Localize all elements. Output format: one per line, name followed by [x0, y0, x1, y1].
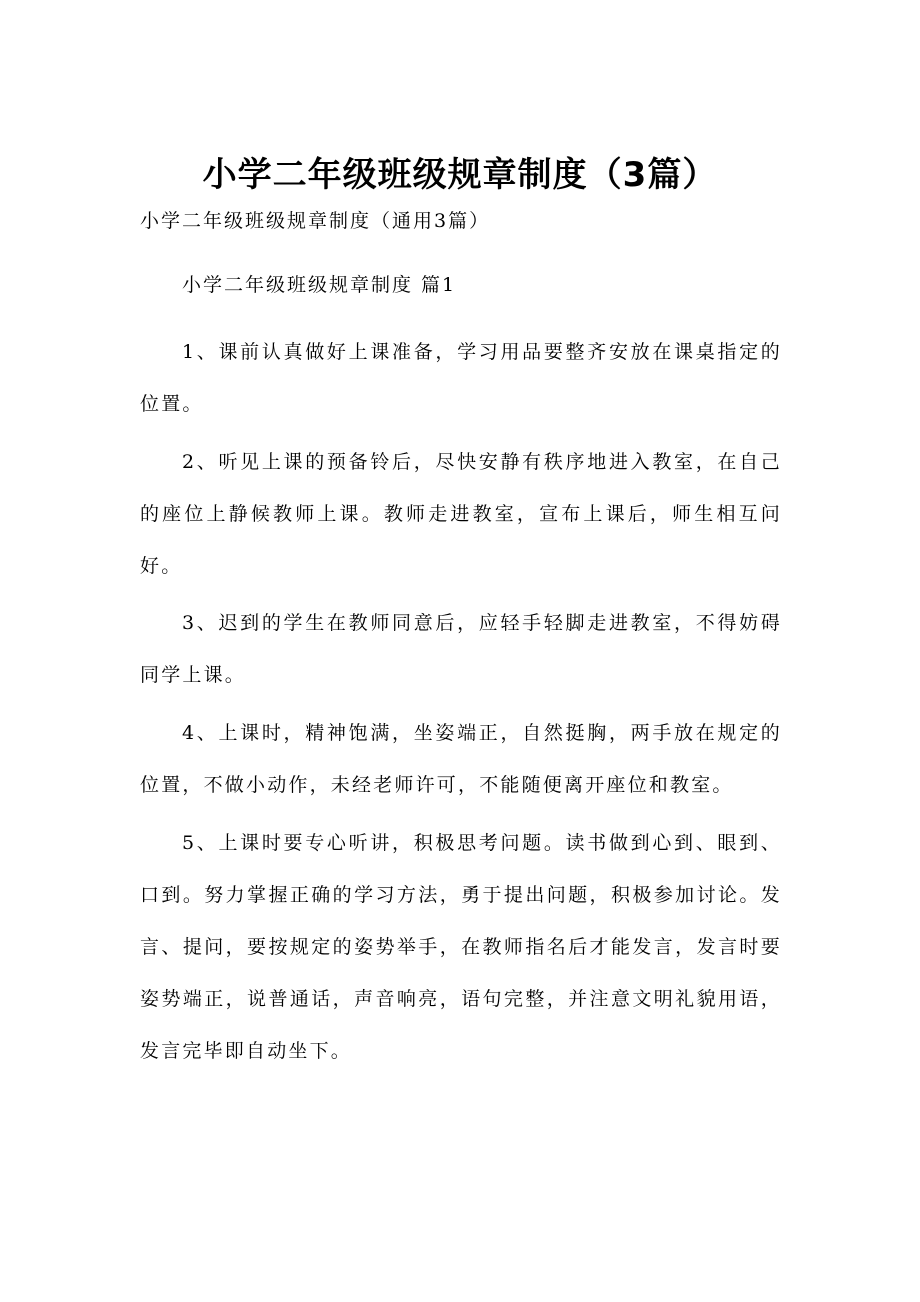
rule-paragraph-1: 1、课前认真做好上课准备，学习用品要整齐安放在课桌指定的位置。 [140, 341, 782, 415]
rule-paragraph-2: 2、听见上课的预备铃后，尽快安静有秩序地进入教室，在自己的座位上静候教师上课。教师走进教室，宣布上课后，师生相互问好。 [140, 451, 782, 577]
section-heading: 小学二年级班级规章制度 篇1 [182, 274, 457, 296]
rule-paragraph-4: 4、上课时，精神饱满，坐姿端正，自然挺胸，两手放在规定的位置，不做小动作，未经老师许可，不能随便离开座位和教室。 [140, 722, 782, 796]
rule-paragraph-5: 5、上课时要专心听讲，积极思考问题。读书做到心到、眼到、口到。努力掌握正确的学习方法，勇于提出问题，积极参加讨论。发言、提问，要按规定的姿势举手，在教师指名后才能发言，发言时要姿势端正，说普通话，声音响亮，语句完整，并注意文明礼貌用语，发言完毕即自动坐下。 [140, 832, 782, 1062]
document-title: 小学二年级班级规章制度（3篇） [202, 155, 718, 195]
rule-paragraph-3: 3、迟到的学生在教师同意后，应轻手轻脚走进教室，不得妨碍同学上课。 [140, 612, 782, 686]
document-subtitle: 小学二年级班级规章制度（通用3篇） [140, 210, 491, 232]
